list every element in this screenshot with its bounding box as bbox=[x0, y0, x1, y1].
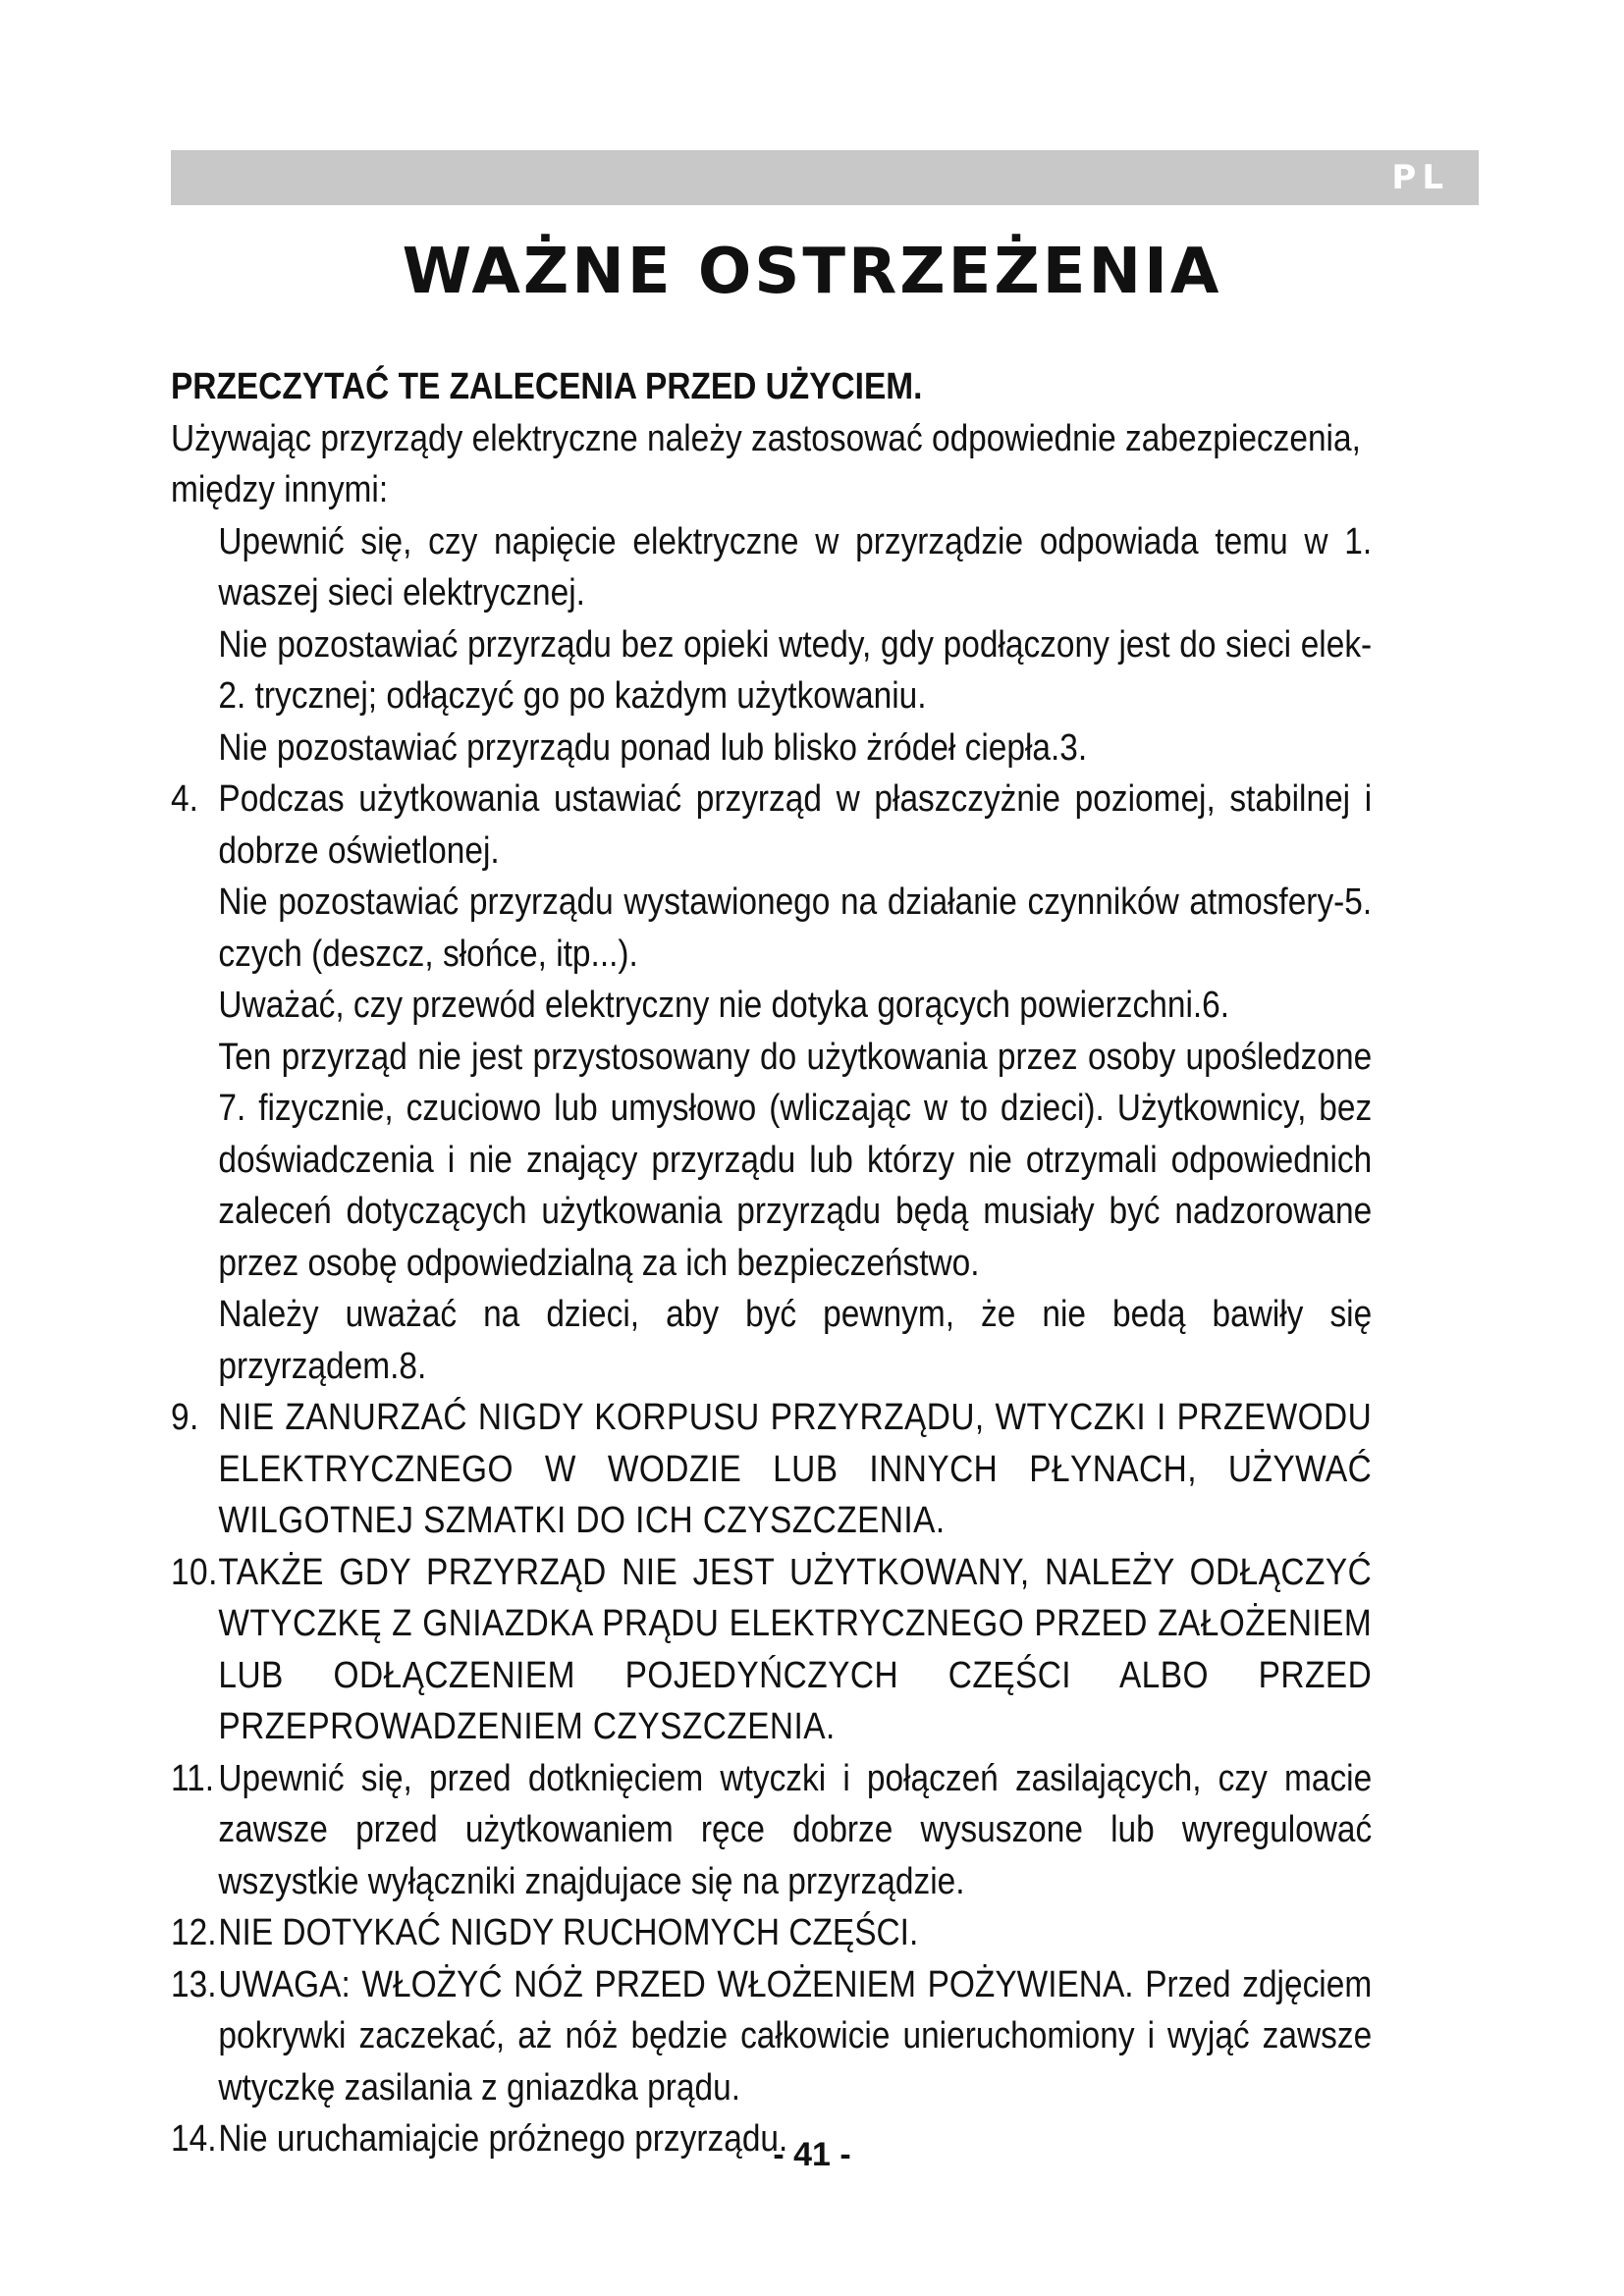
warning-item-7 bbox=[171, 1032, 1372, 1290]
warning-item-9 bbox=[171, 1392, 1372, 1547]
item-number: 13. bbox=[171, 1963, 217, 2005]
item-text: UWAGA: WŁOŻYĆ NÓŻ PRZED WŁOŻENIEM POŻYWIENA. Przed zdjęciem pokrywki zaczekać, aż nóż będzie całkowicie unieruchomiony i wyjąć zawsze wtyczkę zasilania z gniazdka prądu. bbox=[218, 1963, 1373, 2109]
warning-item-2 bbox=[171, 619, 1372, 722]
item-text: NIE DOTYKAĆ NIGDY RUCHOMYCH CZĘŚCI. bbox=[218, 1912, 919, 1953]
item-text: Nie pozostawiać przyrządu bez opieki wtedy, gdy podłączony jest do sieci elek-2. trycznej; odłączyć go po każdym użytkowaniu. bbox=[218, 623, 1373, 717]
item-number: 10. bbox=[171, 1551, 218, 1593]
item-text: Ten przyrząd nie jest przystosowany do użytkowania przez osoby upośledzone 7. fizycznie, czuciowo lub umysłowo (wliczając w to dzieci). Użytkownicy, bez doświadczenia i nie znający przyrządu lub którzy nie otrzymali odpowiednich zaleceń dotyczących użytkowania przyrządu będą musiały być nadzorowane przez osobę odpowiedzialną za ich bezpieczeństwo. bbox=[218, 1036, 1373, 1284]
item-text: Uważać, czy przewód elektryczny nie dotyka gorących powierzchni.6. bbox=[218, 985, 1230, 1026]
item-number: 11. bbox=[171, 1757, 215, 1799]
item-text: TAKŻE GDY PRZYRZĄD NIE JEST UŻYTKOWANY, NALEŻY ODŁĄCZYĆ WTYCZKĘ Z GNIAZDKA PRĄDU ELEKTRYCZNEGO PRZED ZAŁOŻENIEM LUB ODŁĄCZENIEM POJEDYŃCZYCH CZĘŚCI ALBO PRZED PRZEPROWADZENIEM CZYSZCZENIA. bbox=[218, 1551, 1373, 1747]
item-number: 12. bbox=[171, 1912, 217, 1953]
subheading: PRZECZYTAĆ TE ZALECENIA PRZED UŻYCIEM. bbox=[171, 366, 923, 407]
item-text: NIE ZANURZAĆ NIGDY KORPUSU PRZYRZĄDU, WTYCZKI I PRZEWODU ELEKTRYCZNEGO W WODZIE LUB INNYCH PŁYNACH, UŻYWAĆ WILGOTNEJ SZMATKI DO ICH CZYSZCZENIA. bbox=[218, 1397, 1373, 1541]
warning-item-13 bbox=[171, 1959, 1372, 2114]
item-text: Należy uważać na dzieci, aby być pewnym, że nie bedą bawiły się przyrządem.8. bbox=[218, 1294, 1373, 1387]
item-text: Podczas użytkowania ustawiać przyrząd w płaszczyżnie poziomej, stabilnej i dobrze oświetlonej. bbox=[218, 778, 1373, 872]
item-text: Nie pozostawiać przyrządu wystawionego na działanie czynników atmosfery-5. czych (deszcz, słońce, itp...). bbox=[218, 881, 1373, 975]
item-text: Upewnić się, czy napięcie elektryczne w przyrządzie odpowiada temu w 1. waszej sieci elektrycznej. bbox=[218, 520, 1373, 614]
warning-item-3 bbox=[171, 722, 1372, 774]
warnings-content bbox=[171, 361, 1372, 2165]
intro-paragraph: Używając przyrządy elektryczne należy zastosować odpowiednie zabezpieczenia, między innymi: bbox=[171, 417, 1361, 510]
item-text: Upewnić się, przed dotknięciem wtyczki i połączeń zasilających, czy macie zawsze przed użytkowaniem ręce dobrze wysuszone lub wyregulować wszystkie wyłączniki znajdujace się na przyrządzie. bbox=[218, 1757, 1373, 1902]
warning-item-6 bbox=[171, 980, 1372, 1032]
warning-item-4 bbox=[171, 774, 1372, 877]
item-number: 14. bbox=[171, 2118, 217, 2160]
warning-item-12 bbox=[171, 1907, 1372, 1959]
page-title: WAŻNE OSTRZEŻENIA bbox=[402, 236, 1222, 308]
item-text: Nie pozostawiać przyrządu ponad lub blisko żródeł ciepła.3. bbox=[218, 726, 1088, 769]
item-text: Nie uruchamiajcie próżnego przyrządu. bbox=[218, 2118, 788, 2160]
warning-item-11 bbox=[171, 1753, 1372, 1908]
warning-item-8 bbox=[171, 1289, 1372, 1392]
language-label: PL bbox=[1391, 158, 1449, 197]
item-number: 9. bbox=[171, 1397, 199, 1438]
page-number: - 41 - bbox=[773, 2136, 851, 2173]
warning-item-10 bbox=[171, 1547, 1372, 1753]
item-number: 4. bbox=[171, 778, 198, 820]
warning-item-1 bbox=[171, 516, 1372, 619]
language-header-bar bbox=[171, 150, 1479, 205]
warning-item-5 bbox=[171, 877, 1372, 980]
